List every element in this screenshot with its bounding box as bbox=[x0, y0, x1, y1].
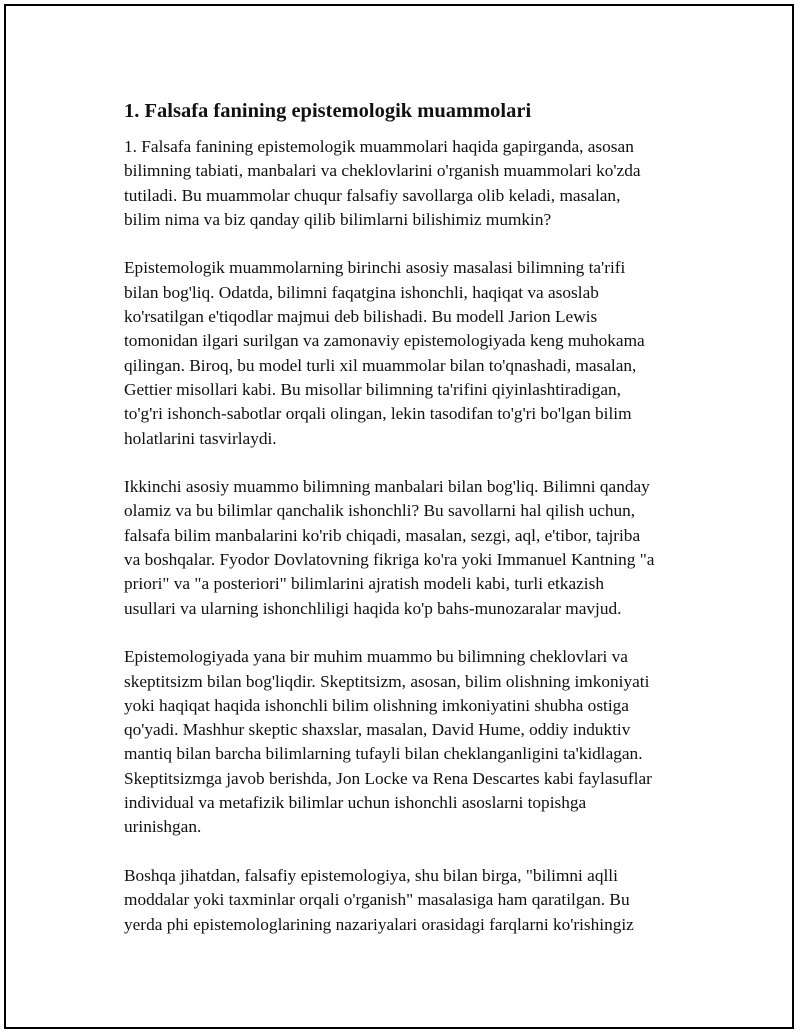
paragraph-4 bbox=[124, 645, 724, 839]
page-frame bbox=[4, 4, 794, 1029]
paragraph-2 bbox=[124, 256, 724, 450]
text-line: individual va metafizik bilimlar uchun ishonchli asoslarni topishga bbox=[124, 793, 587, 813]
text-line: yoki haqiqat haqida ishonchli bilim olishning imkoniyatini shubha ostiga bbox=[124, 695, 629, 715]
text-line: skeptitsizm bilan bog'liqdir. Skeptitsizm, asosan, bilim olishning imkoniyati bbox=[124, 671, 650, 691]
paragraph-3 bbox=[124, 475, 724, 621]
text-line: qilingan. Biroq, bu model turli xil muammolar bilan to'qnashadi, masalan, bbox=[124, 355, 637, 375]
text-line: moddalar yoki taxminlar orqali o'rganish" masalasiga ham qaratilgan. Bu bbox=[124, 890, 630, 910]
document-body bbox=[124, 98, 724, 961]
text-line: olamiz va bu bilimlar qanchalik ishonchli? Bu savollarni hal qilish uchun, bbox=[124, 501, 636, 521]
paragraph-1 bbox=[124, 135, 724, 232]
text-line: tutiladi. Bu muammolar chuqur falsafiy savollarga olib keladi, masalan, bbox=[124, 185, 621, 205]
text-line: ko'rsatilgan e'tiqodlar majmui deb bilishadi. Bu modell Jarion Lewis bbox=[124, 307, 598, 327]
text-line: falsafa bilim manbalarini ko'rib chiqadi, masalan, sezgi, aql, e'tibor, tajriba bbox=[124, 525, 641, 545]
text-line: urinishgan. bbox=[124, 817, 202, 837]
text-line: bilimning tabiati, manbalari va cheklovlarini o'rganish muammolari ko'zda bbox=[124, 161, 641, 181]
text-line: tomonidan ilgari surilgan va zamonaviy epistemologiyada keng muhokama bbox=[124, 331, 645, 351]
text-line: Skeptitsizmga javob berishda, Jon Locke va Rena Descartes kabi faylasuflar bbox=[124, 768, 652, 788]
text-line: bilim nima va biz qanday qilib bilimlarni bilishimiz mumkin? bbox=[124, 209, 552, 229]
paragraph-5 bbox=[124, 864, 724, 937]
text-line: bilan bog'liq. Odatda, bilimni faqatgina ishonchli, haqiqat va asoslab bbox=[124, 282, 599, 302]
text-line: holatlarini tasvirlaydi. bbox=[124, 428, 277, 448]
text-line: mantiq bilan barcha bilimlarning tufayli bilan cheklanganligini ta'kidlagan. bbox=[124, 744, 643, 764]
text-line: qo'yadi. Mashhur skeptic shaxslar, masalan, David Hume, oddiy induktiv bbox=[124, 720, 631, 740]
text-line: yerda phi epistemologlarining nazariyalari orasidagi farqlarni ko'rishingiz bbox=[124, 914, 634, 934]
text-line: Epistemologiyada yana bir muhim muammo bu bilimning cheklovlari va bbox=[124, 647, 628, 667]
text-line: 1. Falsafa fanining epistemologik muammolari haqida gapirganda, asosan bbox=[124, 137, 634, 156]
text-line: va boshqalar. Fyodor Dovlatovning fikriga ko'ra yoki Immanuel Kantning "a bbox=[124, 550, 655, 570]
text-line: Epistemologik muammolarning birinchi asosiy masalasi bilimning ta'rifi bbox=[124, 258, 626, 278]
text-line: Boshqa jihatdan, falsafiy epistemologiya, shu bilan birga, "bilimni aqlli bbox=[124, 865, 618, 885]
text-line: Ikkinchi asosiy muammo bilimning manbalari bilan bog'liq. Bilimni qanday bbox=[124, 477, 650, 497]
text-line: to'g'ri ishonch-sabotlar orqali olingan, lekin tasodifan to'g'ri bo'lgan bilim bbox=[124, 404, 632, 424]
text-line: usullari va ularning ishonchliligi haqida ko'p bahs-munozaralar mavjud. bbox=[124, 598, 622, 618]
text-line: Gettier misollari kabi. Bu misollar bilimning ta'rifini qiyinlashtiradigan, bbox=[124, 379, 621, 399]
document-title: 1. Falsafa fanining epistemologik muammolari bbox=[124, 100, 532, 122]
text-line: priori" va "a posteriori" bilimlarini ajratish modeli kabi, turli etkazish bbox=[124, 574, 604, 594]
